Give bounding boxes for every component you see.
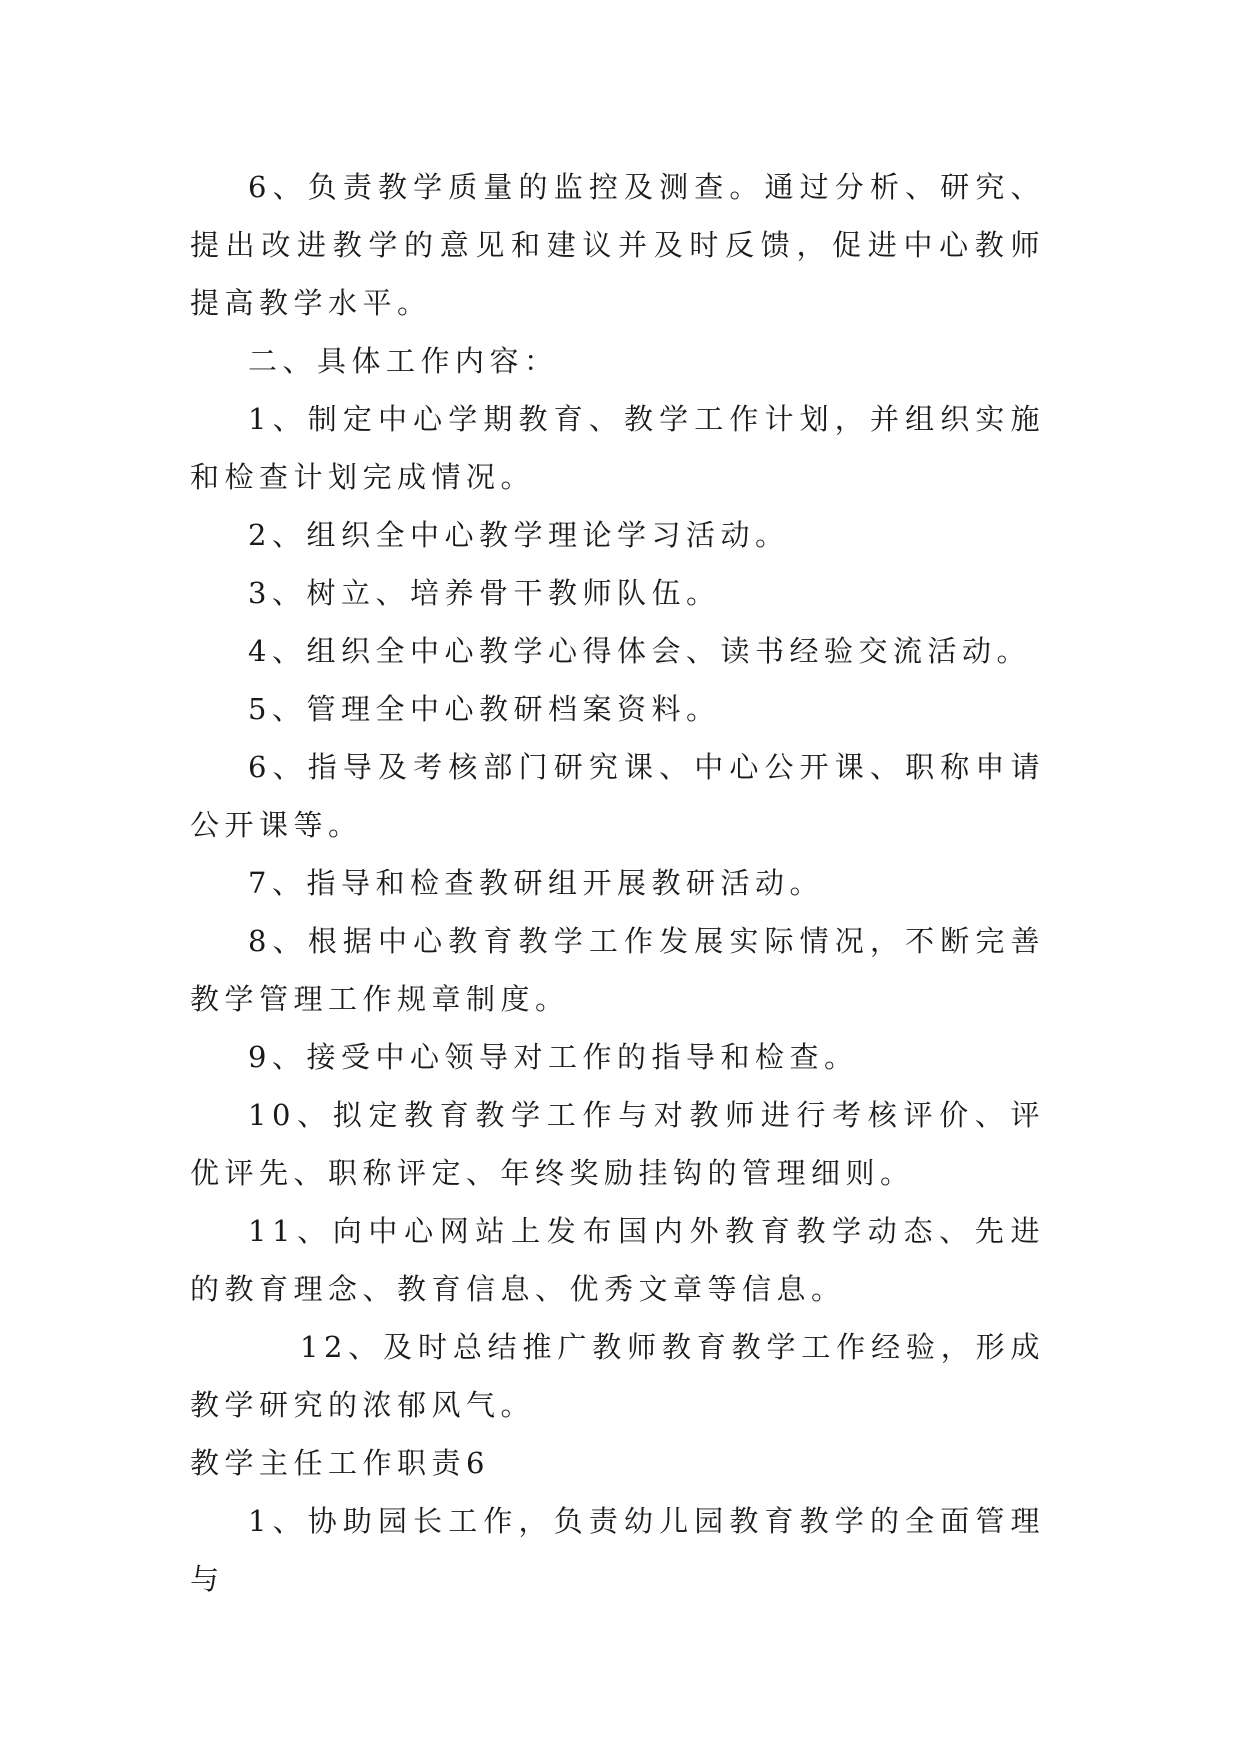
paragraph-item-9-leadership: 9、接受中心领导对工作的指导和检查。	[248, 1040, 859, 1074]
paragraph-item-10-evaluation: 10、拟定教育教学工作与对教师进行考核评价、评优评先、职称评定、年终奖励挂钩的管理细则。	[190, 1098, 1045, 1190]
paragraph-item-5-archive: 5、管理全中心教研档案资料。	[248, 692, 721, 726]
section-heading: 教学主任工作职责6	[190, 1446, 490, 1480]
paragraph-item-11-website: 11、向中心网站上发布国内外教育教学动态、先进的教育理念、教育信息、优秀文章等信息。	[190, 1214, 1045, 1306]
paragraph-item-3-teachers: 3、树立、培养骨干教师队伍。	[248, 576, 721, 610]
paragraph-item-6-guidance: 6、指导及考核部门研究课、中心公开课、职称申请公开课等。	[190, 750, 1045, 842]
paragraph-item-7-research: 7、指导和检查教研组开展教研活动。	[248, 866, 824, 900]
paragraph-item-4-exchange: 4、组织全中心教学心得体会、读书经验交流活动。	[248, 634, 1031, 668]
paragraph-item-1-plan: 1、制定中心学期教育、教学工作计划，并组织实施和检查计划完成情况。	[190, 402, 1045, 494]
paragraph-item-6-quality: 6、负责教学质量的监控及测查。通过分析、研究、提出改进教学的意见和建议并及时反馈，促进中心教师提高教学水平。	[190, 170, 1045, 320]
paragraph-item-1-assist: 1、协助园长工作，负责幼儿园教育教学的全面管理与	[190, 1504, 1045, 1596]
paragraph-item-8-rules: 8、根据中心教育教学工作发展实际情况，不断完善教学管理工作规章制度。	[190, 924, 1045, 1016]
section-subheading-work-content: 二、具体工作内容：	[248, 344, 559, 378]
paragraph-item-2-theory: 2、组织全中心教学理论学习活动。	[248, 518, 790, 552]
document-page	[190, 158, 1045, 1608]
paragraph-item-12-summary: 12、及时总结推广教师教育教学工作经验，形成教学研究的浓郁风气。	[190, 1330, 1045, 1422]
